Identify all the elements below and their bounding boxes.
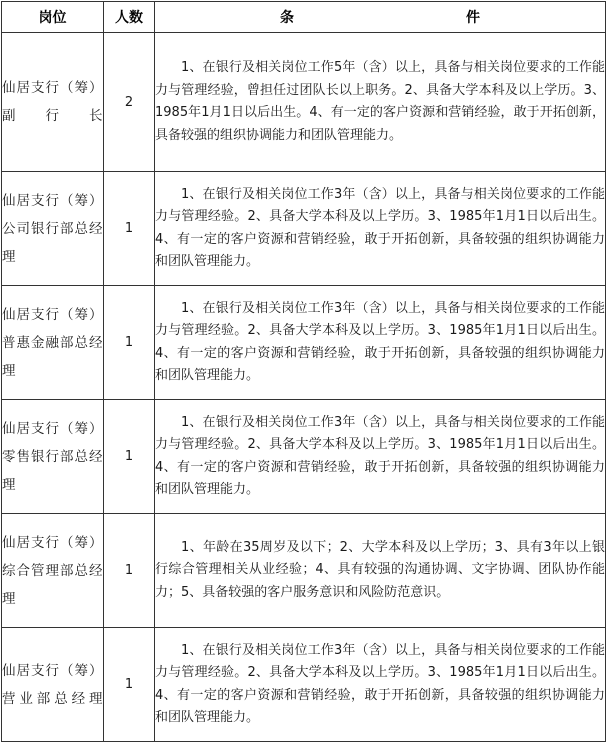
conditions-cell: 1、在银行及相关岗位工作3年（含）以上，具备与相关岗位要求的工作能力与管理经验。2、具备大学本科及以上学历。3、1985年1月1日以后出生。4、有一定的客户资源和营销经验，敢于开拓创新，具备较强的组织协调能力和团队管理能力。 <box>155 286 606 400</box>
conditions-cell: 1、年龄在35周岁及以下；2、大学本科及以上学历；3、具有3年以上银行综合管理相关从业经验；4、具有较强的沟通协调、文字协调、团队协作能力；5、具备较强的客户服务意识和风险防范意识。 <box>155 514 606 628</box>
count-cell: 1 <box>104 286 155 400</box>
table-row <box>2 33 606 172</box>
header-row <box>2 2 606 33</box>
count-cell: 1 <box>104 514 155 628</box>
count-cell: 1 <box>104 172 155 286</box>
position-cell: 仙居支行（筹）营业部总经理 <box>2 628 104 742</box>
header-count: 人数 <box>104 2 155 33</box>
table-row <box>2 400 606 514</box>
recruitment-table <box>1 1 606 742</box>
count-cell: 2 <box>104 33 155 172</box>
conditions-cell: 1、在银行及相关岗位工作5年（含）以上，具备与相关岗位要求的工作能力与管理经验，曾担任过团队长以上职务。2、具备大学本科及以上学历。3、1985年1月1日以后出生。4、有一定的客户资源和营销经验，敢于开拓创新，具备较强的组织协调能力和团队管理能力。 <box>155 33 606 172</box>
conditions-cell: 1、在银行及相关岗位工作3年（含）以上，具备与相关岗位要求的工作能力与管理经验。2、具备大学本科及以上学历。3、1985年1月1日以后出生。4、有一定的客户资源和营销经验，敢于开拓创新，具备较强的组织协调能力和团队管理能力。 <box>155 400 606 514</box>
position-cell: 仙居支行（筹）公司银行部总经理 <box>2 172 104 286</box>
conditions-cell: 1、在银行及相关岗位工作3年（含）以上，具备与相关岗位要求的工作能力与管理经验。2、具备大学本科及以上学历。3、1985年1月1日以后出生。4、有一定的客户资源和营销经验，敢于开拓创新，具备较强的组织协调能力和团队管理能力。 <box>155 628 606 742</box>
table-row <box>2 286 606 400</box>
count-cell: 1 <box>104 400 155 514</box>
header-conditions-label: 条件 <box>280 10 480 26</box>
table-row <box>2 514 606 628</box>
header-position: 岗位 <box>2 2 104 33</box>
position-cell: 仙居支行（筹）零售银行部总经理 <box>2 400 104 514</box>
count-cell: 1 <box>104 628 155 742</box>
position-cell: 仙居支行（筹）普惠金融部总经理 <box>2 286 104 400</box>
table-row <box>2 172 606 286</box>
position-cell: 仙居支行（筹）副行长 <box>2 33 104 172</box>
header-conditions <box>155 2 606 33</box>
position-cell: 仙居支行（筹）综合管理部总经理 <box>2 514 104 628</box>
conditions-cell: 1、在银行及相关岗位工作3年（含）以上，具备与相关岗位要求的工作能力与管理经验。2、具备大学本科及以上学历。3、1985年1月1日以后出生。4、有一定的客户资源和营销经验，敢于开拓创新，具备较强的组织协调能力和团队管理能力。 <box>155 172 606 286</box>
table-row <box>2 628 606 742</box>
